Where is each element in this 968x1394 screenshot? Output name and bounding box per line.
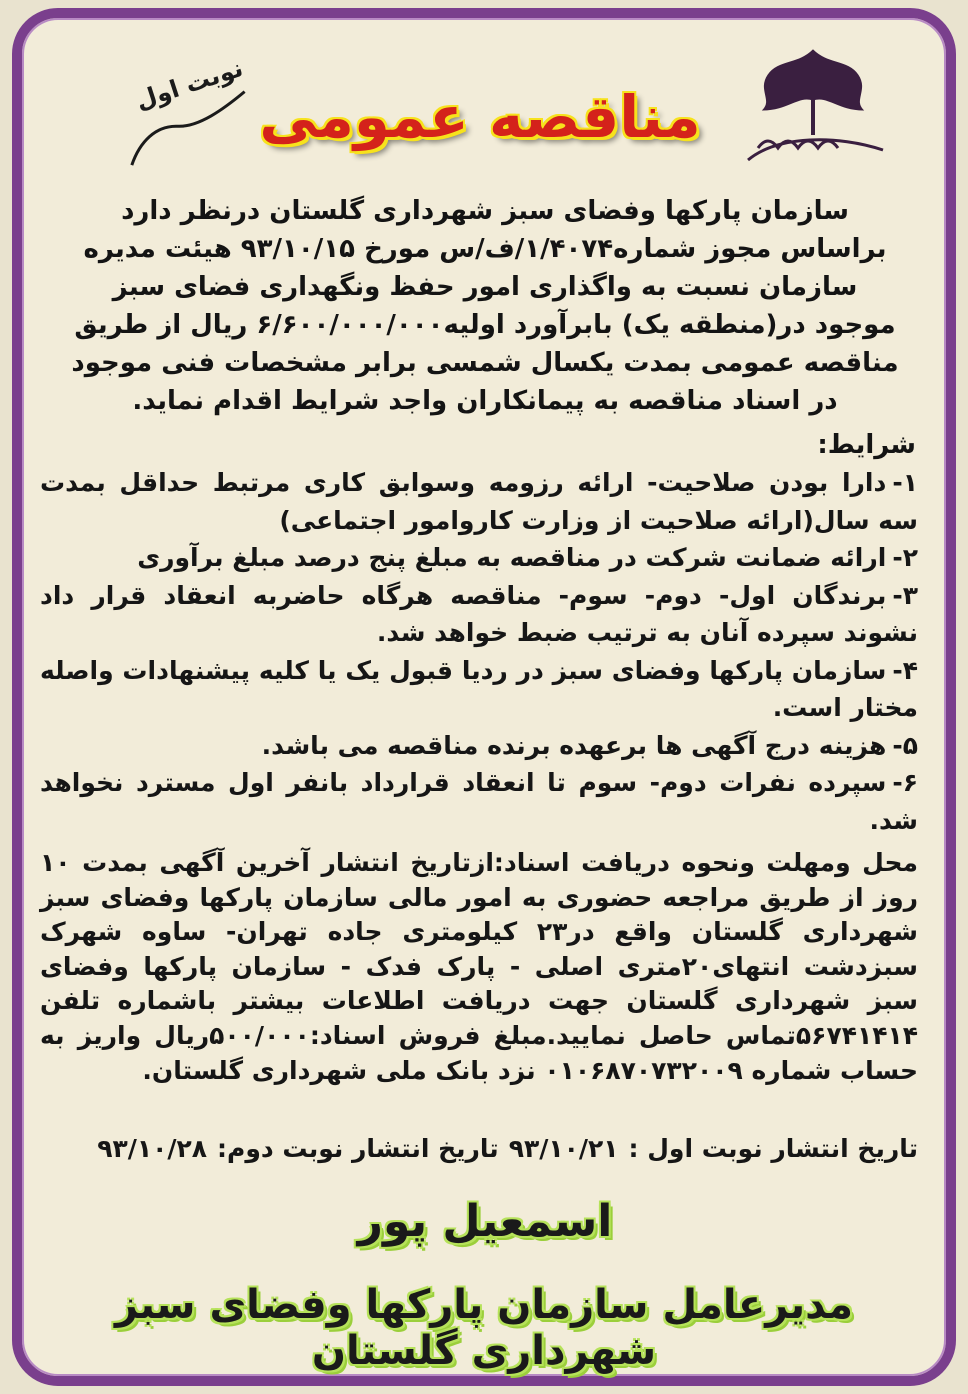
intro-paragraph: سازمان پارکها وفضای سبز شهرداری گلستان درنظر دارد براساس مجوز شماره۱/۴۰۷۴/ف/س مورخ ۹۳/۱۰/۱۵ هیئت مدیره سازمان نسبت به واگذاری امور حفظ ونگهداری فضای سبز موجود در(منطقه یک) بابرآورد اولیه۶/۶۰۰/۰۰۰/۰۰۰ ریال از طریق مناقصه عمومی بمدت یکسال شمسی برابر مشخصات فنی موجود در اسناد مناقصه به پیمانکاران واجد شرایط اقدام نماید. [71,196,899,416]
condition-text: سپرده نفرات دوم- سوم تا انعقاد قرارداد بانفر اول مسترد نخواهد شد. [40,768,918,835]
first-publication-label: تاریخ انتشار نوبت اول : [628,1134,918,1163]
venue-paragraph: محل ومهلت ونحوه دریافت اسناد:ازتاریخ انتشار آخرین آگهی بمدت ۱۰ روز از طریق مراجعه حضوری به امور مالی سازمان پارکها وفضای سبز شهرداری گلستان واقع در۲۳ کیلومتری جاده تهران- ساوه شهرک سبزدشت انتهای۲۰متری اصلی - پارک فدک - سازمان پارکها وفضای سبز شهرداری گلستان جهت دریافت اطلاعات بیشتر باشماره تلفن ۵۶۷۴۱۴۱۴تماس حاصل نمایید.مبلغ فروش اسناد:۵۰۰/۰۰۰ریال واریز به حساب شماره ۰۱۰۶۸۷۰۷۳۲۰۰۹ نزد بانک ملی شهرداری گلستان. [40,848,919,1085]
condition-item [40,577,918,652]
conditions-heading: شرایط: [817,430,916,460]
condition-text: هزینه درج آگهی ها برعهده برنده مناقصه می باشد. [261,730,887,760]
parks-organization-logo [718,40,908,170]
condition-number: ۴- [892,655,918,685]
condition-number: ۱- [892,468,918,497]
condition-text: دارا بودن صلاحیت- ارائه رزومه وسوابق کاری مرتبط حداقل بمدت سه سال(ارائه صلاحیت از وزارت کاروامور اجتماعی) [40,468,918,535]
second-publication-date: ۹۳/۱۰/۲۸ [97,1134,208,1163]
condition-number: ۵- [892,730,918,760]
signatory-name: اسمعیل پور [357,1196,613,1247]
publication-dates [40,1134,918,1163]
condition-number: ۳- [892,580,918,610]
page-title: مناقصه عمومی [259,83,701,151]
condition-number: ۲- [892,543,918,572]
conditions-list [40,464,918,839]
condition-item [40,727,918,765]
round-note-text: نوبت اول [132,53,247,115]
signatory-title: مدیرعامل سازمان پارکها وفضای سبز شهرداری گلستان [114,1282,854,1374]
condition-text: سازمان پارکها وفضای سبز در ردیا قبول یک یا کلیه پیشنهادات واصله مختار است. [40,655,918,722]
condition-item [40,539,918,577]
second-publication-label: تاریخ انتشار نوبت دوم: [217,1134,499,1163]
condition-item [40,652,918,727]
condition-number: ۶- [892,768,918,797]
condition-text: برندگان اول- دوم- سوم- مناقصه هرگاه حاضربه انعقاد قرار داد نشوند سپرده آنان به ترتیب ضبط خواهد شد. [40,580,918,647]
condition-item [40,464,918,539]
condition-text: ارائه ضمانت شرکت در مناقصه به مبلغ پنج درصد مبلغ برآوری [137,543,887,572]
condition-item [40,764,918,839]
first-publication-date: ۹۳/۱۰/۲۱ [508,1134,619,1163]
